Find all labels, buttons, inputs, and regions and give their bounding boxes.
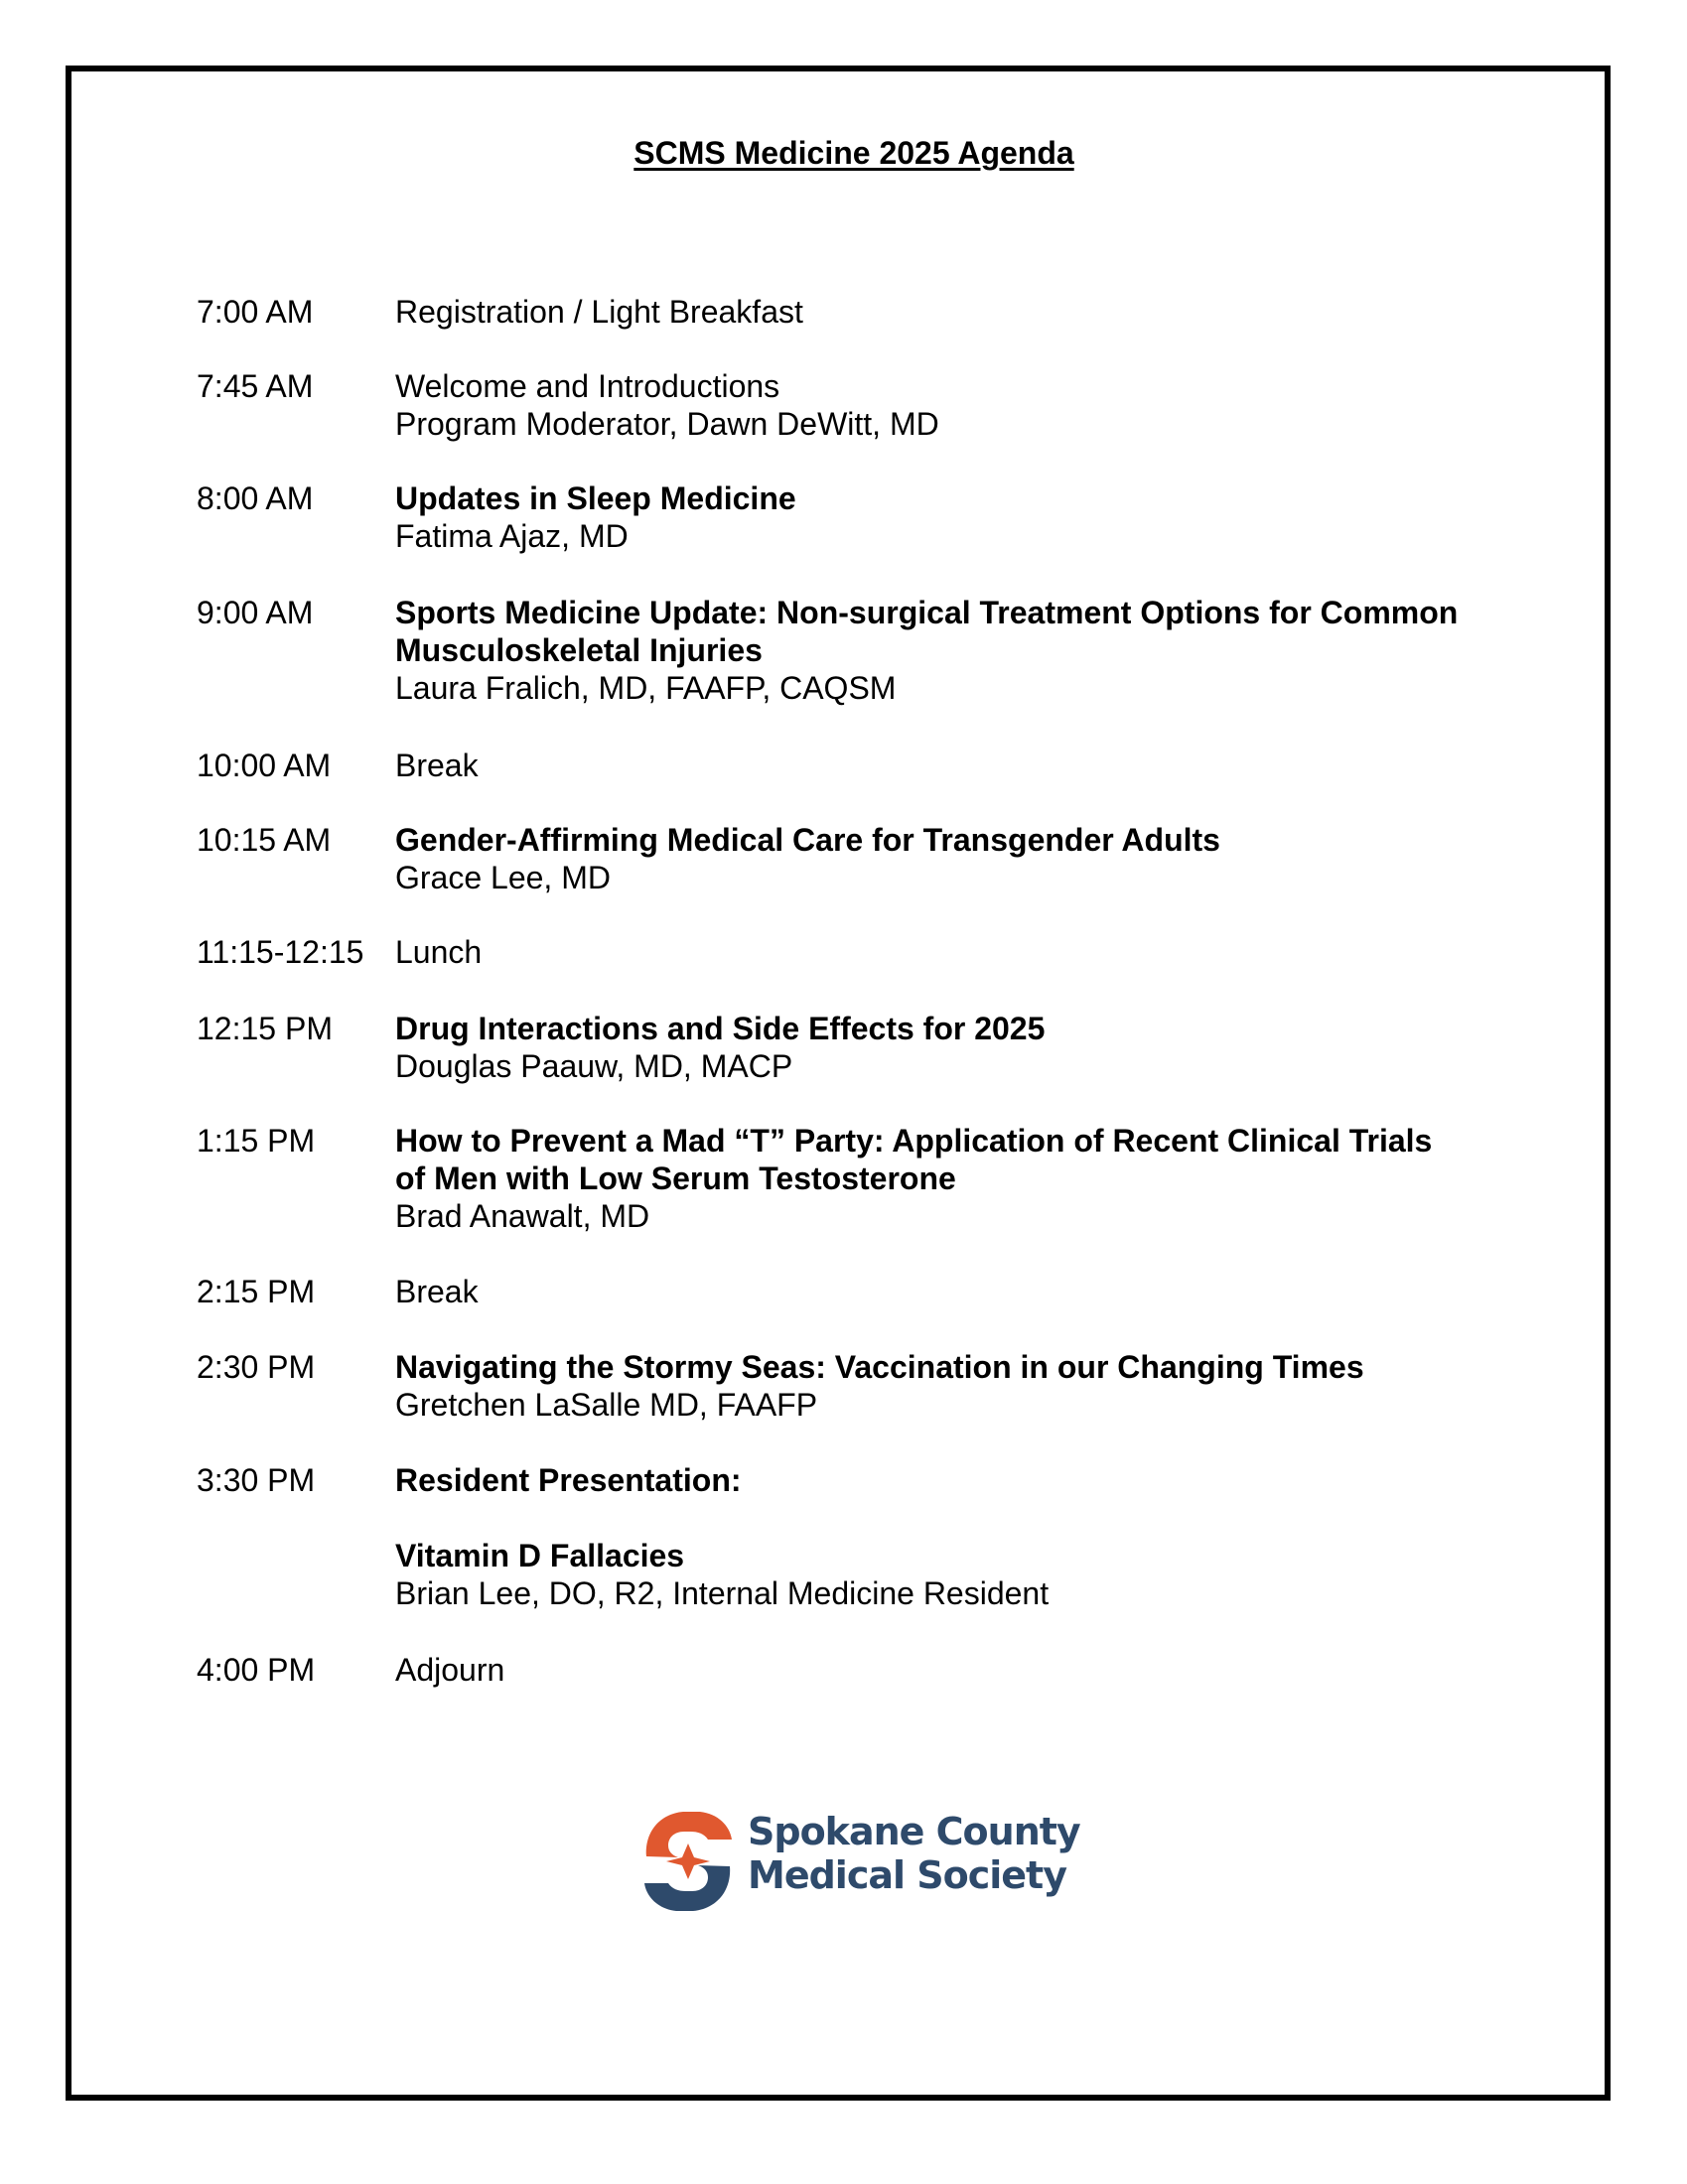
session-detail: Welcome and Introductions — [395, 368, 780, 404]
logo-star-shape — [666, 1843, 710, 1879]
scms-logo — [638, 1802, 1080, 1921]
agenda-time: 10:15 AM — [197, 822, 332, 858]
agenda-time: 2:30 PM — [197, 1349, 316, 1385]
agenda-time: 9:00 AM — [197, 595, 314, 630]
session-detail: Brian Lee, DO, R2, Internal Medicine Resident — [395, 1575, 1050, 1611]
agenda-content — [395, 821, 1537, 896]
agenda-time: 8:00 AM — [197, 480, 314, 516]
agenda-content — [395, 933, 1537, 971]
logo-line-1: Spokane County — [748, 1810, 1080, 1853]
scms-logo-mark-icon — [638, 1802, 738, 1921]
session-title: Vitamin D Fallacies — [395, 1538, 685, 1573]
session-title: Resident Presentation: — [395, 1462, 742, 1498]
session-title: of Men with Low Serum Testosterone — [395, 1160, 956, 1196]
session-title: Gender-Affirming Medical Care for Transgender Adults — [395, 822, 1220, 858]
agenda-time: 4:00 PM — [197, 1652, 316, 1688]
session-detail: Adjourn — [395, 1652, 505, 1688]
agenda-time: 7:45 AM — [197, 368, 314, 404]
session-title: Drug Interactions and Side Effects for 2025 — [395, 1011, 1046, 1046]
agenda-content — [395, 594, 1537, 707]
session-detail: Gretchen LaSalle MD, FAAFP — [395, 1387, 818, 1423]
agenda-content — [395, 1010, 1537, 1085]
agenda-content — [395, 1122, 1537, 1235]
session-detail: Break — [395, 748, 479, 783]
session-detail: Program Moderator, Dawn DeWitt, MD — [395, 406, 939, 442]
agenda-content — [395, 479, 1537, 555]
session-detail: Fatima Ajaz, MD — [395, 518, 629, 554]
agenda-time: 3:30 PM — [197, 1462, 316, 1498]
session-detail: Douglas Paauw, MD, MACP — [395, 1048, 793, 1084]
session-title: Updates in Sleep Medicine — [395, 480, 796, 516]
session-detail: Registration / Light Breakfast — [395, 294, 803, 330]
page-title: SCMS Medicine 2025 Agenda — [633, 135, 1074, 171]
agenda-content — [395, 293, 1537, 331]
logo-wordmark — [748, 1810, 1080, 1897]
session-detail: Laura Fralich, MD, FAAFP, CAQSM — [395, 670, 897, 706]
agenda-content — [395, 747, 1537, 784]
agenda-content — [395, 1651, 1537, 1689]
session-detail — [395, 1499, 1537, 1537]
session-detail: Brad Anawalt, MD — [395, 1198, 650, 1234]
agenda-time: 7:00 AM — [197, 294, 314, 330]
agenda-time: 10:00 AM — [197, 748, 332, 783]
agenda-content — [395, 1348, 1537, 1424]
agenda-time: 11:15-12:15 — [197, 934, 364, 970]
agenda-time: 12:15 PM — [197, 1011, 333, 1046]
session-detail: Break — [395, 1274, 479, 1309]
agenda-time: 2:15 PM — [197, 1274, 316, 1309]
agenda-time: 1:15 PM — [197, 1123, 316, 1159]
agenda-content — [395, 367, 1537, 443]
session-title: Navigating the Stormy Seas: Vaccination in our Changing Times — [395, 1349, 1364, 1385]
session-title: Sports Medicine Update: Non-surgical Treatment Options for Common — [395, 595, 1459, 630]
session-title: Musculoskeletal Injuries — [395, 632, 763, 668]
session-detail: Grace Lee, MD — [395, 860, 611, 895]
agenda-content — [395, 1461, 1537, 1612]
session-title: How to Prevent a Mad “T” Party: Application of Recent Clinical Trials — [395, 1123, 1433, 1159]
agenda-content — [395, 1273, 1537, 1310]
logo-line-2: Medical Society — [748, 1853, 1066, 1897]
session-detail: Lunch — [395, 934, 483, 970]
